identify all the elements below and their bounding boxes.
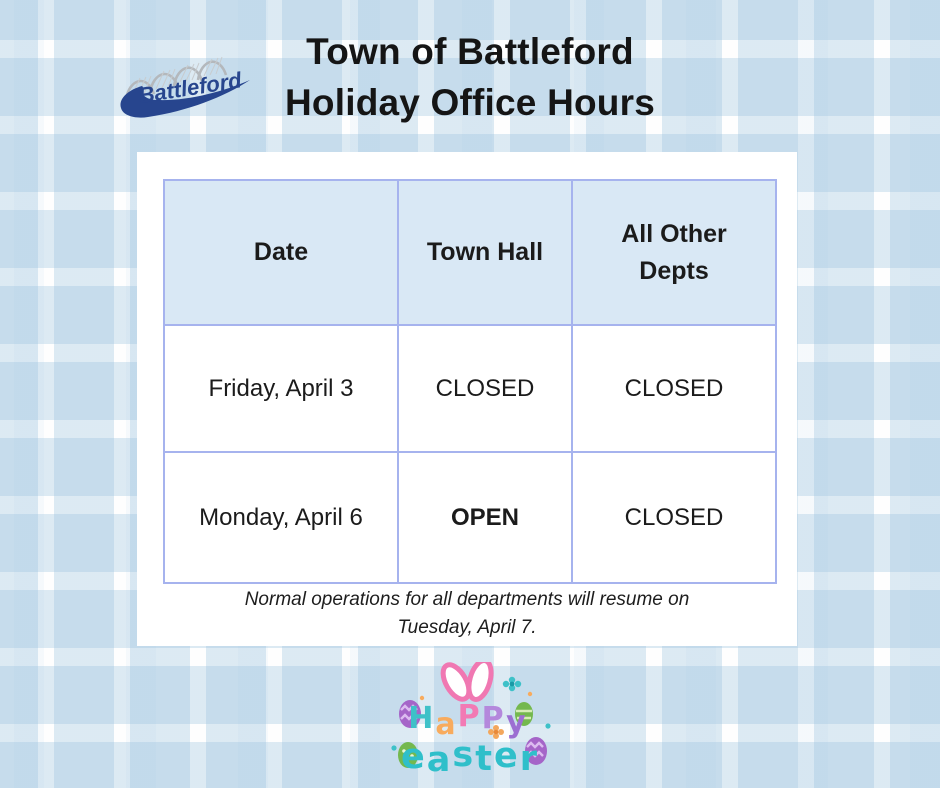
resume-note bbox=[137, 586, 797, 642]
note-line1: Normal operations for all departments will resume on bbox=[244, 589, 690, 610]
table-body bbox=[164, 325, 776, 583]
title-line2: Holiday Office Hours bbox=[285, 82, 655, 123]
table-header-cell: Date bbox=[164, 180, 398, 325]
table-cell: CLOSED bbox=[572, 452, 776, 583]
hours-card bbox=[137, 152, 797, 646]
note-line2: Tuesday, April 7. bbox=[397, 617, 537, 638]
dot-decoration bbox=[420, 696, 424, 700]
easter-text: easter bbox=[401, 735, 539, 780]
happy-easter-graphic bbox=[384, 662, 556, 784]
bunny-ears-icon bbox=[438, 662, 495, 703]
table-row bbox=[164, 325, 776, 452]
table-header-row bbox=[164, 180, 776, 325]
logo-text: Battleford bbox=[136, 67, 244, 109]
dot-decoration bbox=[545, 723, 550, 728]
table-cell: Friday, April 3 bbox=[164, 325, 398, 452]
happy-text: HaPPy bbox=[408, 699, 528, 742]
table-cell: OPEN bbox=[398, 452, 572, 583]
table-row bbox=[164, 452, 776, 583]
table-header-cell: Town Hall bbox=[398, 180, 572, 325]
table-cell: CLOSED bbox=[398, 325, 572, 452]
flower-icon bbox=[503, 677, 521, 691]
dot-decoration bbox=[528, 692, 532, 696]
title-line1: Town of Battleford bbox=[306, 31, 634, 72]
table-header-cell: All Other Depts bbox=[572, 180, 776, 325]
dot-decoration bbox=[391, 745, 396, 750]
page-title bbox=[0, 26, 940, 128]
table-cell: CLOSED bbox=[572, 325, 776, 452]
hours-table bbox=[163, 179, 777, 584]
table-cell: Monday, April 6 bbox=[164, 452, 398, 583]
